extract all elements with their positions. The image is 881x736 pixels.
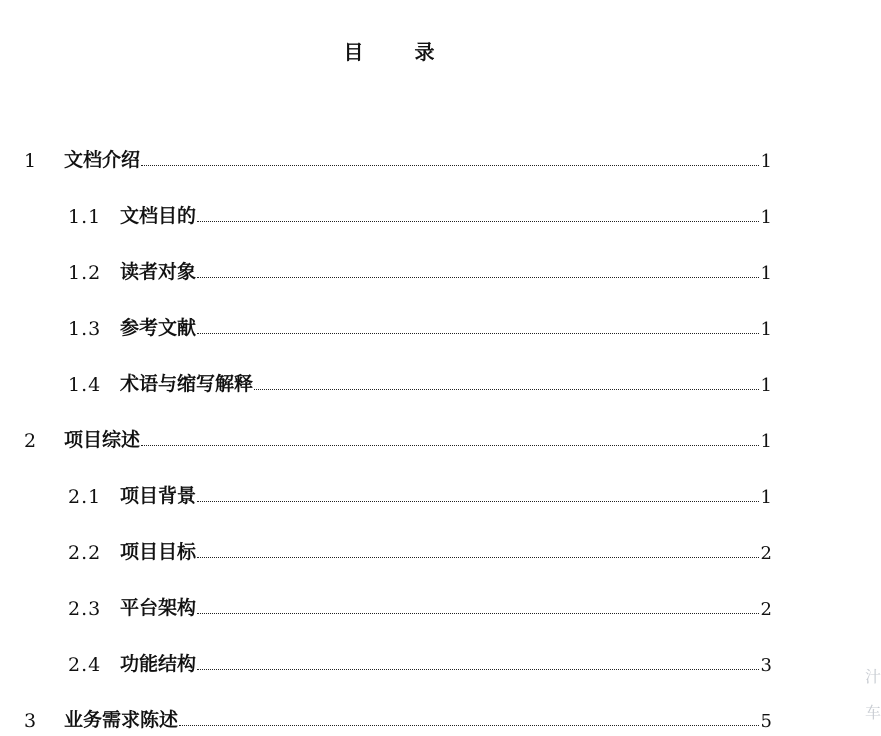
toc-entry-number: 2 bbox=[24, 430, 37, 452]
toc-entry-1-4[interactable] bbox=[68, 366, 772, 396]
toc-entry-page: 1 bbox=[760, 151, 772, 172]
toc-dot-leader bbox=[197, 613, 759, 614]
toc-dot-leader bbox=[197, 277, 759, 278]
toc-entry-text: 术语与缩写解释 bbox=[120, 373, 254, 395]
toc-entry-text: 读者对象 bbox=[120, 261, 197, 283]
toc-entry-number: 1.1 bbox=[68, 206, 102, 228]
toc-entry-page: 3 bbox=[760, 655, 772, 676]
toc-dot-leader bbox=[254, 389, 759, 390]
toc-entry-page: 1 bbox=[760, 263, 772, 284]
toc-entry-text: 功能结构 bbox=[120, 653, 197, 675]
toc-entry-2-3[interactable] bbox=[68, 590, 772, 620]
toc-entry-text: 平台架构 bbox=[120, 597, 197, 619]
toc-entry-number: 2.4 bbox=[68, 654, 102, 676]
toc-dot-leader bbox=[197, 669, 759, 670]
toc-dot-leader bbox=[197, 557, 759, 558]
toc-entry-2-2[interactable] bbox=[68, 534, 772, 564]
toc-entry-1-2[interactable] bbox=[68, 254, 772, 284]
toc-title: 目 录 bbox=[343, 40, 457, 64]
toc-entry-text: 项目目标 bbox=[120, 541, 197, 563]
toc-entry-number: 2.2 bbox=[68, 542, 102, 564]
toc-entry-1[interactable] bbox=[24, 142, 772, 172]
toc-dot-leader bbox=[141, 165, 759, 166]
toc-entry-page: 1 bbox=[760, 487, 772, 508]
edge-fragment-text: 汁 bbox=[865, 667, 881, 686]
toc-dot-leader bbox=[141, 445, 759, 446]
toc-entry-page: 1 bbox=[760, 431, 772, 452]
toc-entry-text: 项目综述 bbox=[64, 429, 141, 451]
toc-entry-page: 1 bbox=[760, 375, 772, 396]
edge-fragment-text: 车 bbox=[865, 703, 881, 722]
toc-entry-3[interactable] bbox=[24, 702, 772, 732]
toc-entry-number: 1.3 bbox=[68, 318, 102, 340]
toc-entry-2-4[interactable] bbox=[68, 646, 772, 676]
toc-entry-2-1[interactable] bbox=[68, 478, 772, 508]
toc-entry-page: 1 bbox=[760, 207, 772, 228]
toc-dot-leader bbox=[197, 221, 759, 222]
toc-dot-leader bbox=[197, 501, 759, 502]
toc-entry-text: 参考文献 bbox=[120, 317, 197, 339]
toc-entry-1-3[interactable] bbox=[68, 310, 772, 340]
toc-entry-page: 1 bbox=[760, 319, 772, 340]
toc-entry-page: 2 bbox=[760, 543, 772, 564]
toc-entry-page: 5 bbox=[760, 711, 772, 732]
toc-entry-number: 1.4 bbox=[68, 374, 102, 396]
toc-entry-number: 2.1 bbox=[68, 486, 102, 508]
toc-entry-page: 2 bbox=[760, 599, 772, 620]
toc-entry-2[interactable] bbox=[24, 422, 772, 452]
toc-dot-leader bbox=[179, 725, 759, 726]
toc-entry-1-1[interactable] bbox=[68, 198, 772, 228]
toc-entry-text: 项目背景 bbox=[120, 485, 197, 507]
toc-entry-number: 3 bbox=[24, 710, 37, 732]
toc-entry-text: 文档介绍 bbox=[64, 149, 141, 171]
toc-entry-number: 1.2 bbox=[68, 262, 102, 284]
toc-entry-text: 业务需求陈述 bbox=[64, 709, 179, 731]
toc-entry-number: 1 bbox=[24, 150, 37, 172]
toc-entry-number: 2.3 bbox=[68, 598, 102, 620]
toc-dot-leader bbox=[197, 333, 759, 334]
toc-entry-text: 文档目的 bbox=[120, 205, 197, 227]
